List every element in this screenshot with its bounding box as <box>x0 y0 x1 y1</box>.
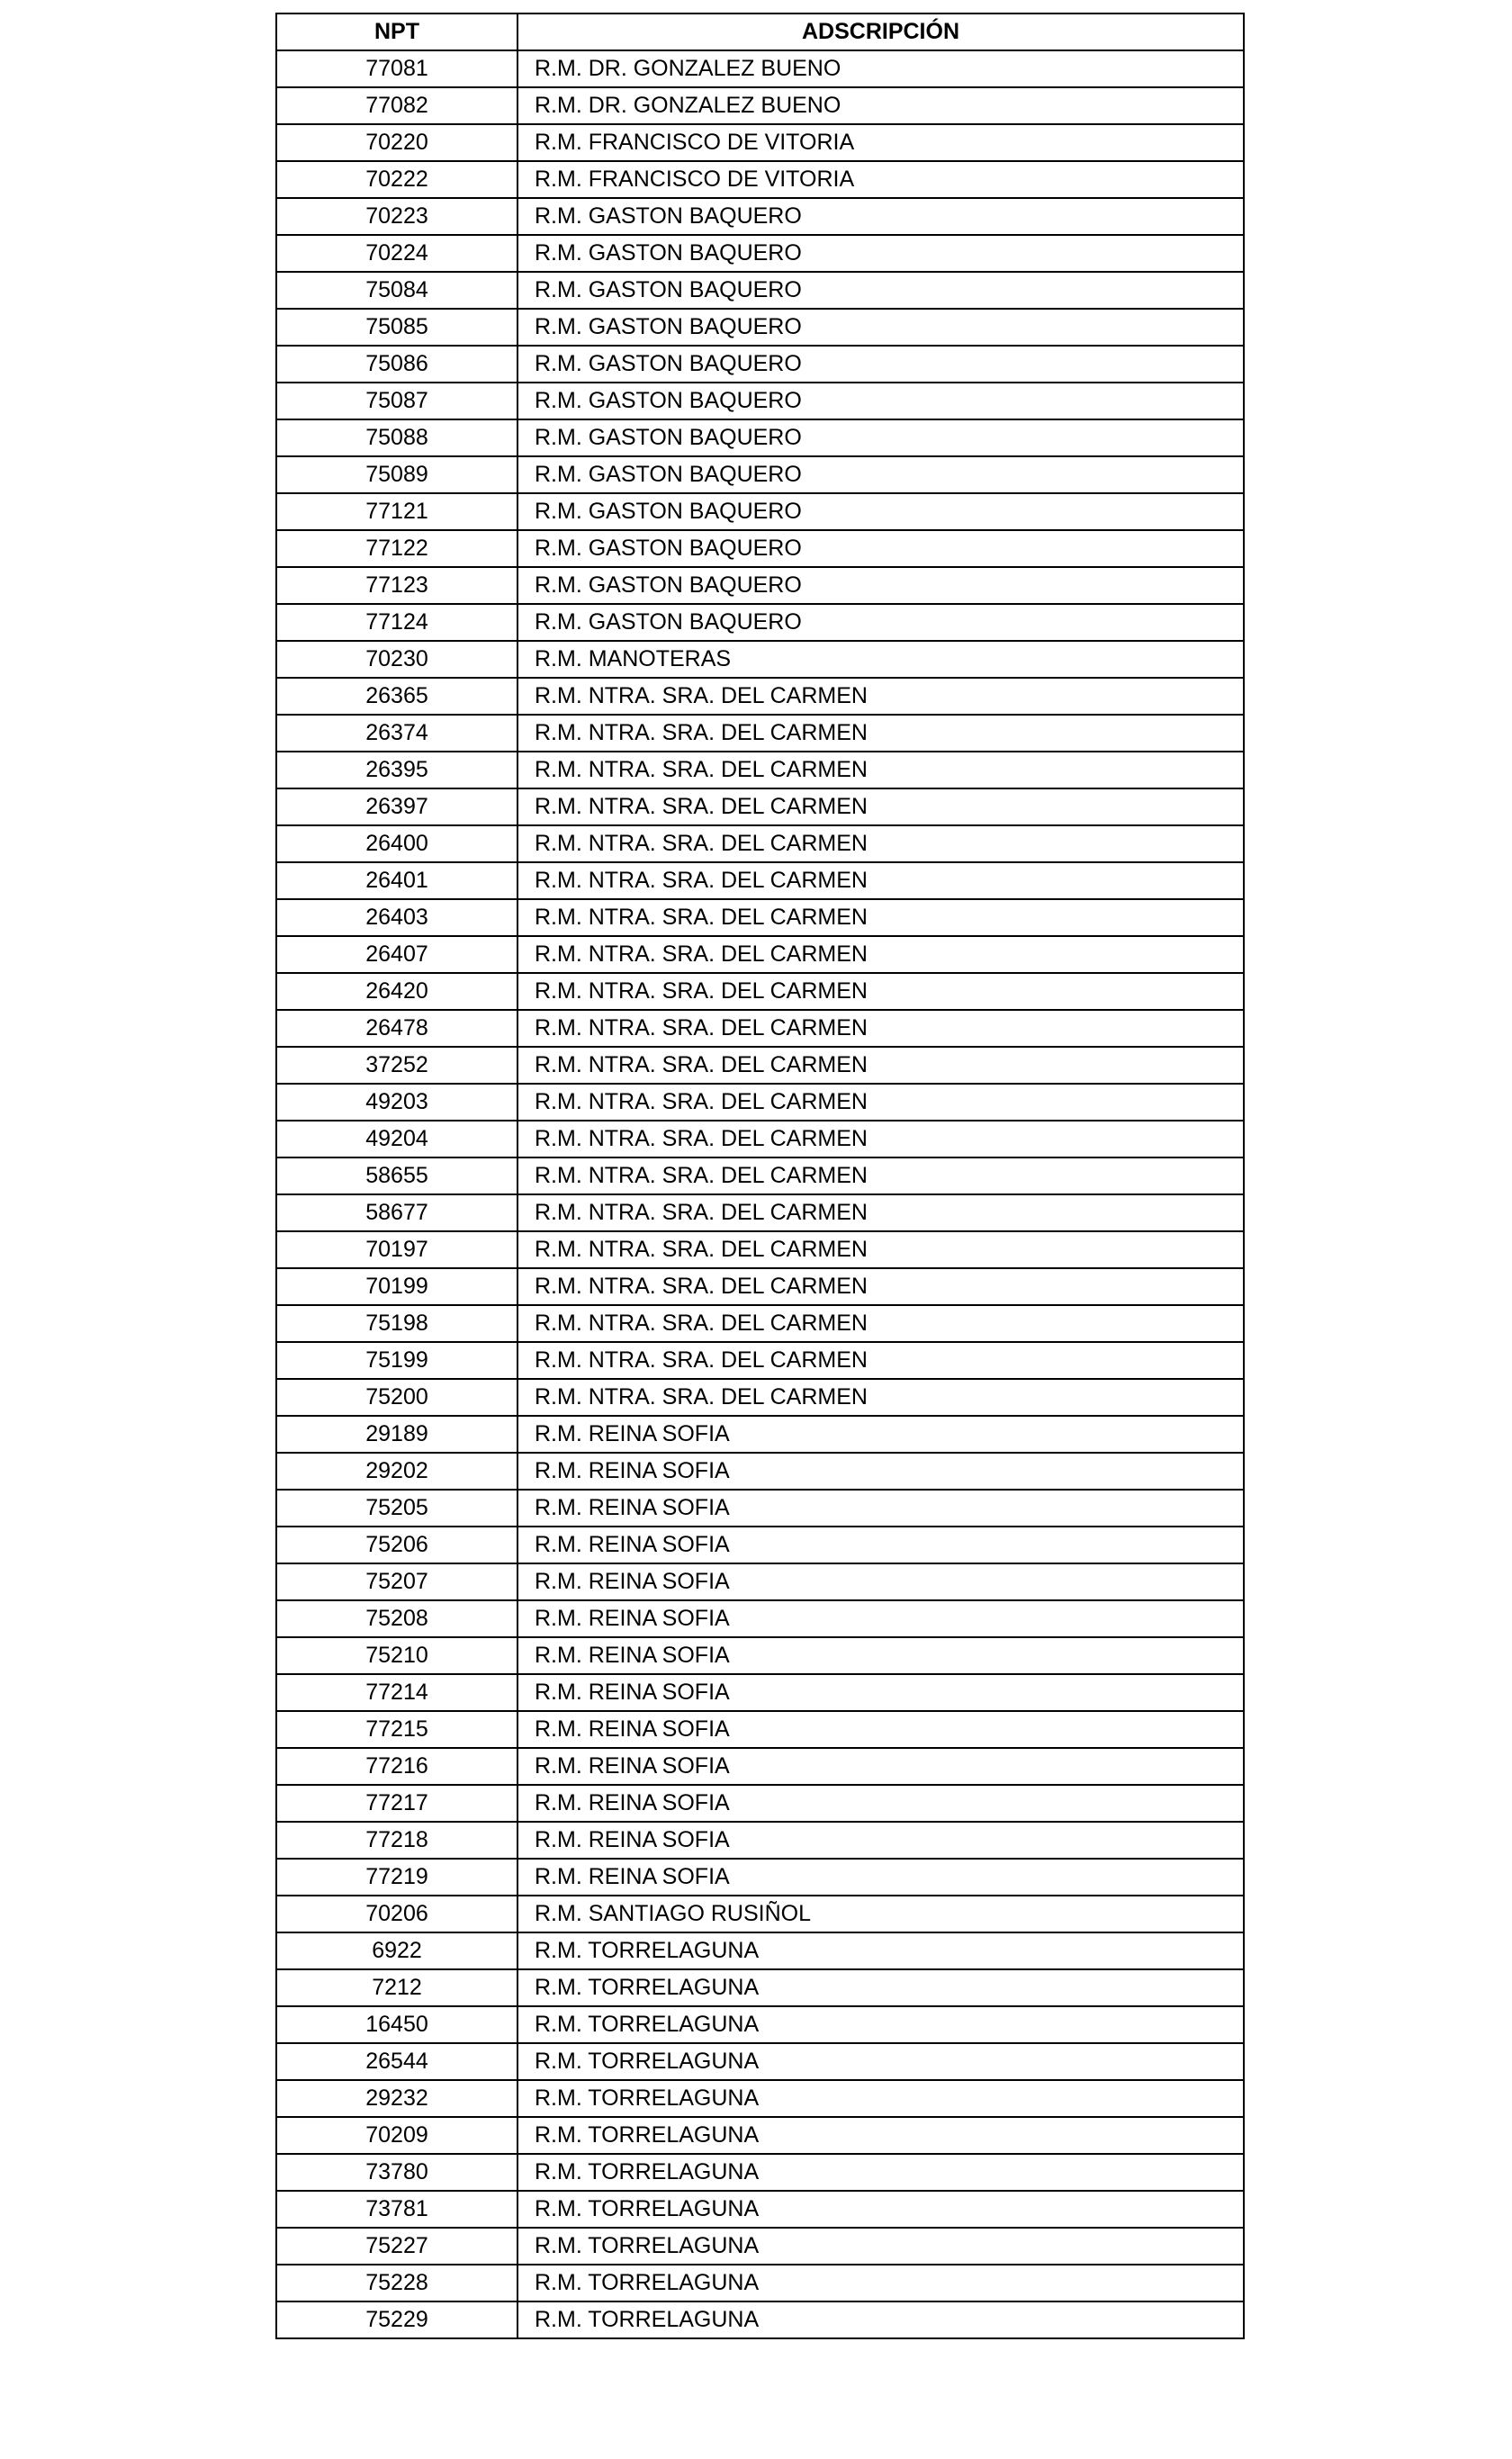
table-row <box>276 1157 1244 1194</box>
adscripcion-cell: R.M. NTRA. SRA. DEL CARMEN <box>518 1121 1244 1157</box>
npt-cell: 75085 <box>276 309 518 346</box>
npt-cell: 26544 <box>276 2043 518 2080</box>
npt-cell: 70230 <box>276 641 518 678</box>
npt-cell: 73781 <box>276 2191 518 2228</box>
adscripcion-cell: R.M. TORRELAGUNA <box>518 2154 1244 2191</box>
table-body <box>276 50 1244 2338</box>
adscripcion-cell: R.M. TORRELAGUNA <box>518 2043 1244 2080</box>
adscripcion-cell: R.M. REINA SOFIA <box>518 1563 1244 1600</box>
adscripcion-cell: R.M. TORRELAGUNA <box>518 2191 1244 2228</box>
table-row <box>276 419 1244 456</box>
table-row <box>276 198 1244 235</box>
table-row <box>276 715 1244 752</box>
npt-cell: 75207 <box>276 1563 518 1600</box>
table-row <box>276 1194 1244 1231</box>
adscripcion-cell: R.M. NTRA. SRA. DEL CARMEN <box>518 899 1244 936</box>
column-header-npt: NPT <box>276 14 518 50</box>
adscripcion-cell: R.M. GASTON BAQUERO <box>518 604 1244 641</box>
npt-cell: 75200 <box>276 1379 518 1416</box>
adscripcion-cell: R.M. FRANCISCO DE VITORIA <box>518 161 1244 198</box>
npt-cell: 26365 <box>276 678 518 715</box>
npt-cell: 70197 <box>276 1231 518 1268</box>
npt-cell: 75089 <box>276 456 518 493</box>
table-row <box>276 493 1244 530</box>
adscripcion-cell: R.M. NTRA. SRA. DEL CARMEN <box>518 1157 1244 1194</box>
npt-cell: 75210 <box>276 1637 518 1674</box>
adscripcion-cell: R.M. REINA SOFIA <box>518 1527 1244 1563</box>
npt-table-container <box>275 13 1243 2339</box>
npt-cell: 75208 <box>276 1600 518 1637</box>
table-row <box>276 87 1244 124</box>
adscripcion-cell: R.M. NTRA. SRA. DEL CARMEN <box>518 788 1244 825</box>
npt-cell: 26395 <box>276 752 518 788</box>
table-row <box>276 567 1244 604</box>
table-row <box>276 1342 1244 1379</box>
adscripcion-cell: R.M. NTRA. SRA. DEL CARMEN <box>518 1231 1244 1268</box>
adscripcion-cell: R.M. NTRA. SRA. DEL CARMEN <box>518 973 1244 1010</box>
npt-cell: 75206 <box>276 1527 518 1563</box>
adscripcion-cell: R.M. MANOTERAS <box>518 641 1244 678</box>
adscripcion-cell: R.M. NTRA. SRA. DEL CARMEN <box>518 1194 1244 1231</box>
npt-cell: 77218 <box>276 1822 518 1859</box>
adscripcion-cell: R.M. TORRELAGUNA <box>518 2265 1244 2301</box>
table-row <box>276 161 1244 198</box>
adscripcion-cell: R.M. REINA SOFIA <box>518 1859 1244 1896</box>
table-row <box>276 1785 1244 1822</box>
table-header <box>276 14 1244 50</box>
npt-cell: 29189 <box>276 1416 518 1453</box>
adscripcion-cell: R.M. NTRA. SRA. DEL CARMEN <box>518 715 1244 752</box>
npt-cell: 77214 <box>276 1674 518 1711</box>
adscripcion-cell: R.M. TORRELAGUNA <box>518 2006 1244 2043</box>
npt-cell: 26478 <box>276 1010 518 1047</box>
table-row <box>276 530 1244 567</box>
npt-cell: 70224 <box>276 235 518 272</box>
table-row <box>276 752 1244 788</box>
adscripcion-cell: R.M. NTRA. SRA. DEL CARMEN <box>518 1268 1244 1305</box>
adscripcion-cell: R.M. TORRELAGUNA <box>518 2301 1244 2338</box>
adscripcion-cell: R.M. REINA SOFIA <box>518 1674 1244 1711</box>
adscripcion-cell: R.M. NTRA. SRA. DEL CARMEN <box>518 1379 1244 1416</box>
table-row <box>276 124 1244 161</box>
table-row <box>276 1711 1244 1748</box>
table-row <box>276 2080 1244 2117</box>
adscripcion-cell: R.M. TORRELAGUNA <box>518 2080 1244 2117</box>
table-row <box>276 1268 1244 1305</box>
table-row <box>276 2301 1244 2338</box>
npt-cell: 75228 <box>276 2265 518 2301</box>
table-row <box>276 1896 1244 1932</box>
npt-cell: 16450 <box>276 2006 518 2043</box>
table-row <box>276 1084 1244 1121</box>
adscripcion-cell: R.M. NTRA. SRA. DEL CARMEN <box>518 678 1244 715</box>
adscripcion-cell: R.M. REINA SOFIA <box>518 1822 1244 1859</box>
adscripcion-cell: R.M. TORRELAGUNA <box>518 2228 1244 2265</box>
npt-cell: 70223 <box>276 198 518 235</box>
adscripcion-cell: R.M. NTRA. SRA. DEL CARMEN <box>518 1084 1244 1121</box>
npt-cell: 26401 <box>276 862 518 899</box>
table-row <box>276 1563 1244 1600</box>
table-row <box>276 899 1244 936</box>
table-row <box>276 1527 1244 1563</box>
adscripcion-cell: R.M. GASTON BAQUERO <box>518 235 1244 272</box>
table-row <box>276 1047 1244 1084</box>
npt-cell: 75229 <box>276 2301 518 2338</box>
table-row <box>276 1121 1244 1157</box>
adscripcion-cell: R.M. GASTON BAQUERO <box>518 456 1244 493</box>
table-row <box>276 1748 1244 1785</box>
table-row <box>276 1416 1244 1453</box>
table-row <box>276 641 1244 678</box>
npt-cell: 77219 <box>276 1859 518 1896</box>
npt-cell: 70220 <box>276 124 518 161</box>
npt-cell: 7212 <box>276 1969 518 2006</box>
adscripcion-cell: R.M. REINA SOFIA <box>518 1490 1244 1527</box>
table-row <box>276 2191 1244 2228</box>
npt-cell: 37252 <box>276 1047 518 1084</box>
adscripcion-cell: R.M. NTRA. SRA. DEL CARMEN <box>518 936 1244 973</box>
table-row <box>276 235 1244 272</box>
npt-cell: 75198 <box>276 1305 518 1342</box>
table-row <box>276 1969 1244 2006</box>
npt-cell: 77217 <box>276 1785 518 1822</box>
npt-cell: 77124 <box>276 604 518 641</box>
table-row <box>276 1490 1244 1527</box>
table-row <box>276 2006 1244 2043</box>
adscripcion-cell: R.M. GASTON BAQUERO <box>518 346 1244 383</box>
npt-table <box>275 13 1245 2339</box>
adscripcion-cell: R.M. TORRELAGUNA <box>518 1969 1244 2006</box>
npt-cell: 77215 <box>276 1711 518 1748</box>
table-row <box>276 973 1244 1010</box>
table-row <box>276 1010 1244 1047</box>
adscripcion-cell: R.M. GASTON BAQUERO <box>518 493 1244 530</box>
npt-cell: 75199 <box>276 1342 518 1379</box>
npt-cell: 70222 <box>276 161 518 198</box>
adscripcion-cell: R.M. NTRA. SRA. DEL CARMEN <box>518 1342 1244 1379</box>
npt-cell: 26403 <box>276 899 518 936</box>
adscripcion-cell: R.M. SANTIAGO RUSIÑOL <box>518 1896 1244 1932</box>
npt-cell: 70206 <box>276 1896 518 1932</box>
npt-cell: 29232 <box>276 2080 518 2117</box>
adscripcion-cell: R.M. REINA SOFIA <box>518 1748 1244 1785</box>
table-row <box>276 825 1244 862</box>
npt-cell: 75084 <box>276 272 518 309</box>
adscripcion-cell: R.M. TORRELAGUNA <box>518 1932 1244 1969</box>
table-row <box>276 456 1244 493</box>
npt-cell: 26420 <box>276 973 518 1010</box>
table-row <box>276 1859 1244 1896</box>
adscripcion-cell: R.M. NTRA. SRA. DEL CARMEN <box>518 1010 1244 1047</box>
table-row <box>276 272 1244 309</box>
table-row <box>276 1379 1244 1416</box>
adscripcion-cell: R.M. FRANCISCO DE VITORIA <box>518 124 1244 161</box>
table-row <box>276 1674 1244 1711</box>
npt-cell: 29202 <box>276 1453 518 1490</box>
npt-cell: 77121 <box>276 493 518 530</box>
npt-cell: 77216 <box>276 1748 518 1785</box>
adscripcion-cell: R.M. REINA SOFIA <box>518 1453 1244 1490</box>
table-row <box>276 309 1244 346</box>
adscripcion-cell: R.M. DR. GONZALEZ BUENO <box>518 87 1244 124</box>
adscripcion-cell: R.M. REINA SOFIA <box>518 1416 1244 1453</box>
adscripcion-cell: R.M. GASTON BAQUERO <box>518 198 1244 235</box>
adscripcion-cell: R.M. NTRA. SRA. DEL CARMEN <box>518 752 1244 788</box>
adscripcion-cell: R.M. REINA SOFIA <box>518 1785 1244 1822</box>
npt-cell: 75205 <box>276 1490 518 1527</box>
npt-cell: 70209 <box>276 2117 518 2154</box>
table-row <box>276 346 1244 383</box>
npt-cell: 75227 <box>276 2228 518 2265</box>
npt-cell: 77081 <box>276 50 518 87</box>
npt-cell: 49204 <box>276 1121 518 1157</box>
npt-cell: 26400 <box>276 825 518 862</box>
adscripcion-cell: R.M. NTRA. SRA. DEL CARMEN <box>518 862 1244 899</box>
adscripcion-cell: R.M. GASTON BAQUERO <box>518 567 1244 604</box>
header-row <box>276 14 1244 50</box>
table-row <box>276 862 1244 899</box>
npt-cell: 77123 <box>276 567 518 604</box>
npt-cell: 75087 <box>276 383 518 419</box>
table-row <box>276 936 1244 973</box>
adscripcion-cell: R.M. TORRELAGUNA <box>518 2117 1244 2154</box>
adscripcion-cell: R.M. NTRA. SRA. DEL CARMEN <box>518 1305 1244 1342</box>
npt-cell: 26397 <box>276 788 518 825</box>
npt-cell: 26374 <box>276 715 518 752</box>
table-row <box>276 1637 1244 1674</box>
npt-cell: 77082 <box>276 87 518 124</box>
adscripcion-cell: R.M. NTRA. SRA. DEL CARMEN <box>518 1047 1244 1084</box>
npt-cell: 49203 <box>276 1084 518 1121</box>
npt-cell: 58677 <box>276 1194 518 1231</box>
npt-cell: 77122 <box>276 530 518 567</box>
table-row <box>276 2117 1244 2154</box>
column-header-adscripcion: ADSCRIPCIÓN <box>518 14 1244 50</box>
npt-cell: 6922 <box>276 1932 518 1969</box>
adscripcion-cell: R.M. GASTON BAQUERO <box>518 309 1244 346</box>
table-row <box>276 1305 1244 1342</box>
npt-cell: 75086 <box>276 346 518 383</box>
npt-cell: 58655 <box>276 1157 518 1194</box>
npt-cell: 73780 <box>276 2154 518 2191</box>
npt-cell: 26407 <box>276 936 518 973</box>
adscripcion-cell: R.M. GASTON BAQUERO <box>518 272 1244 309</box>
adscripcion-cell: R.M. GASTON BAQUERO <box>518 419 1244 456</box>
adscripcion-cell: R.M. REINA SOFIA <box>518 1711 1244 1748</box>
table-row <box>276 383 1244 419</box>
table-row <box>276 50 1244 87</box>
table-row <box>276 2228 1244 2265</box>
table-row <box>276 1822 1244 1859</box>
table-row <box>276 2265 1244 2301</box>
npt-cell: 70199 <box>276 1268 518 1305</box>
table-row <box>276 1453 1244 1490</box>
table-row <box>276 1231 1244 1268</box>
adscripcion-cell: R.M. DR. GONZALEZ BUENO <box>518 50 1244 87</box>
adscripcion-cell: R.M. NTRA. SRA. DEL CARMEN <box>518 825 1244 862</box>
adscripcion-cell: R.M. GASTON BAQUERO <box>518 383 1244 419</box>
table-row <box>276 2154 1244 2191</box>
adscripcion-cell: R.M. REINA SOFIA <box>518 1637 1244 1674</box>
table-row <box>276 2043 1244 2080</box>
table-row <box>276 1932 1244 1969</box>
table-row <box>276 678 1244 715</box>
table-row <box>276 1600 1244 1637</box>
table-row <box>276 604 1244 641</box>
npt-cell: 75088 <box>276 419 518 456</box>
adscripcion-cell: R.M. GASTON BAQUERO <box>518 530 1244 567</box>
table-row <box>276 788 1244 825</box>
adscripcion-cell: R.M. REINA SOFIA <box>518 1600 1244 1637</box>
